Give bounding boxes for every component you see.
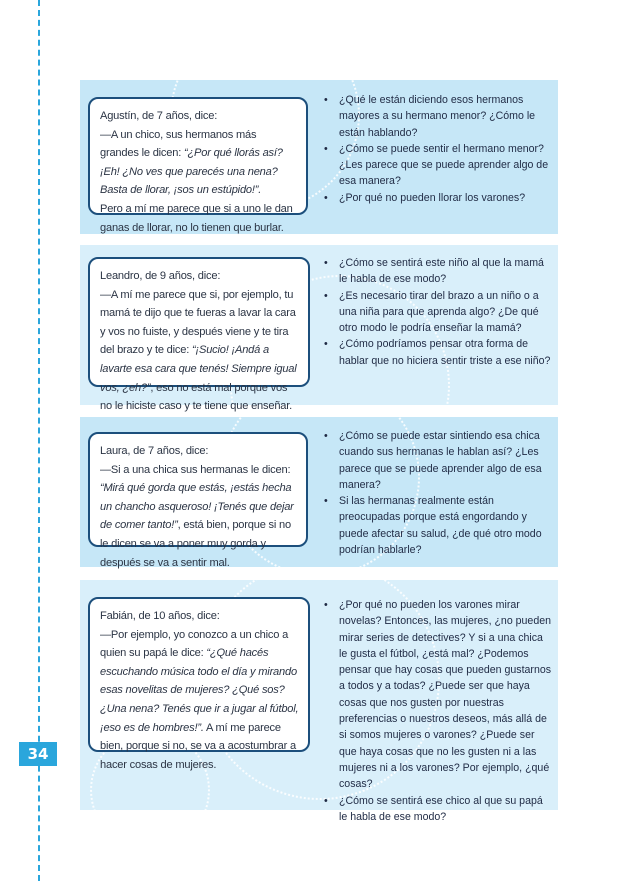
question-list-2 [322, 255, 552, 369]
quote-text: Fabián, de 10 años, dice: —Por ejemplo, yo conozco a un chico a quien su papá le dice: “¿Qué hacés escuchando música todo el día y mirando esas novelitas de mujeres? ¿Qué sos? ¿Una nena? Tenés que ir a jugar al fútbol, ¡eso es de hombres!”. A mí me parece bien, porque si no, se va a acostumbrar a hacer cosas de mujeres. [100, 610, 299, 771]
question-item: • ¿Cómo se puede estar sintiendo esa chica cuando sus hermanas le hablan así? ¿Les parece que se puede aprender algo de esa manera? [322, 428, 552, 493]
question-item: • Si las hermanas realmente están preocupadas porque está engordando y puede afectar su salud, ¿de qué otro modo podrían hablarle? [322, 493, 552, 558]
question-item: • ¿Por qué no pueden llorar los varones? [322, 190, 552, 206]
quote-text: Laura, de 7 años, dice: —Si a una chica sus hermanas le dicen: “Mirá qué gorda que estás, ¡estás hecha un chancho asqueroso! ¡Tenés que dejar de comer tanto!”, está bien, porque si no le dicen se va a poner muy gorda y después se va a sentir mal. [100, 445, 294, 569]
question-item: • ¿Cómo podríamos pensar otra forma de hablar que no hiciera sentir triste a ese niño? [322, 336, 552, 369]
quote-card-1 [88, 97, 308, 234]
question-item: • ¿Qué le están diciendo esos hermanos mayores a su hermano menor? ¿Cómo le están hablando? [322, 92, 552, 141]
question-list-3 [322, 428, 552, 558]
question-list-4 [322, 597, 552, 825]
question-list-1 [322, 92, 552, 206]
question-item: • ¿Cómo se puede sentir el hermano menor? ¿Les parece que se puede aprender algo de esa manera? [322, 141, 552, 190]
question-item: • ¿Cómo se sentirá ese chico al que su papá le habla de ese modo? [322, 793, 552, 826]
question-item: • ¿Por qué no pueden los varones mirar novelas? Entonces, las mujeres, ¿no pueden mirar series de detectives? Y si a una chica le gusta el fútbol, ¿está mal? ¿Podemos pensar que hay cosas que pueden gustarnos a todos y a todas? ¿Puede ser que haya cosas que nos gusten por nuestras preferencias o nuestros deseos, más allá de si somos mujeres o varones? ¿Puede ser que haya cosas que no les gusten ni a las mujeres ni a los varones? Por ejemplo, ¿qué cosas? [322, 597, 552, 793]
page-number: 34 [19, 742, 57, 766]
quote-card-3 [88, 432, 308, 569]
quote-text: Leandro, de 9 años, dice: —A mí me parece que si, por ejemplo, tu mamá te dijo que te fueras a lavar la cara y vos no fuiste, y después viene y te tira del brazo y te dice: “¡Sucio! ¡Andá a lavarte esa cara que tenés! Siempre igual vos, ¿eh?”, eso no está mal porque vos no le hiciste caso y te tiene que enseñar. [100, 270, 297, 413]
quote-card-2 [88, 257, 310, 413]
quote-text: Agustín, de 7 años, dice: —A un chico, sus hermanos más grandes le dicen: “¿Por qué llorás así? ¡Eh! ¿No ves que parecés una nena? Basta de llorar, ¡sos un estúpido!”. Pero a mí me parece que si a uno le dan ganas de llorar, no lo tienen que burlar. [100, 110, 293, 234]
question-item: • ¿Cómo se sentirá este niño al que la mamá le habla de ese modo? [322, 255, 552, 288]
question-item: • ¿Es necesario tirar del brazo a un niño o a una niña para que aprenda algo? ¿De qué otro modo le podría enseñar la mamá? [322, 288, 552, 337]
quote-card-4 [88, 597, 310, 771]
